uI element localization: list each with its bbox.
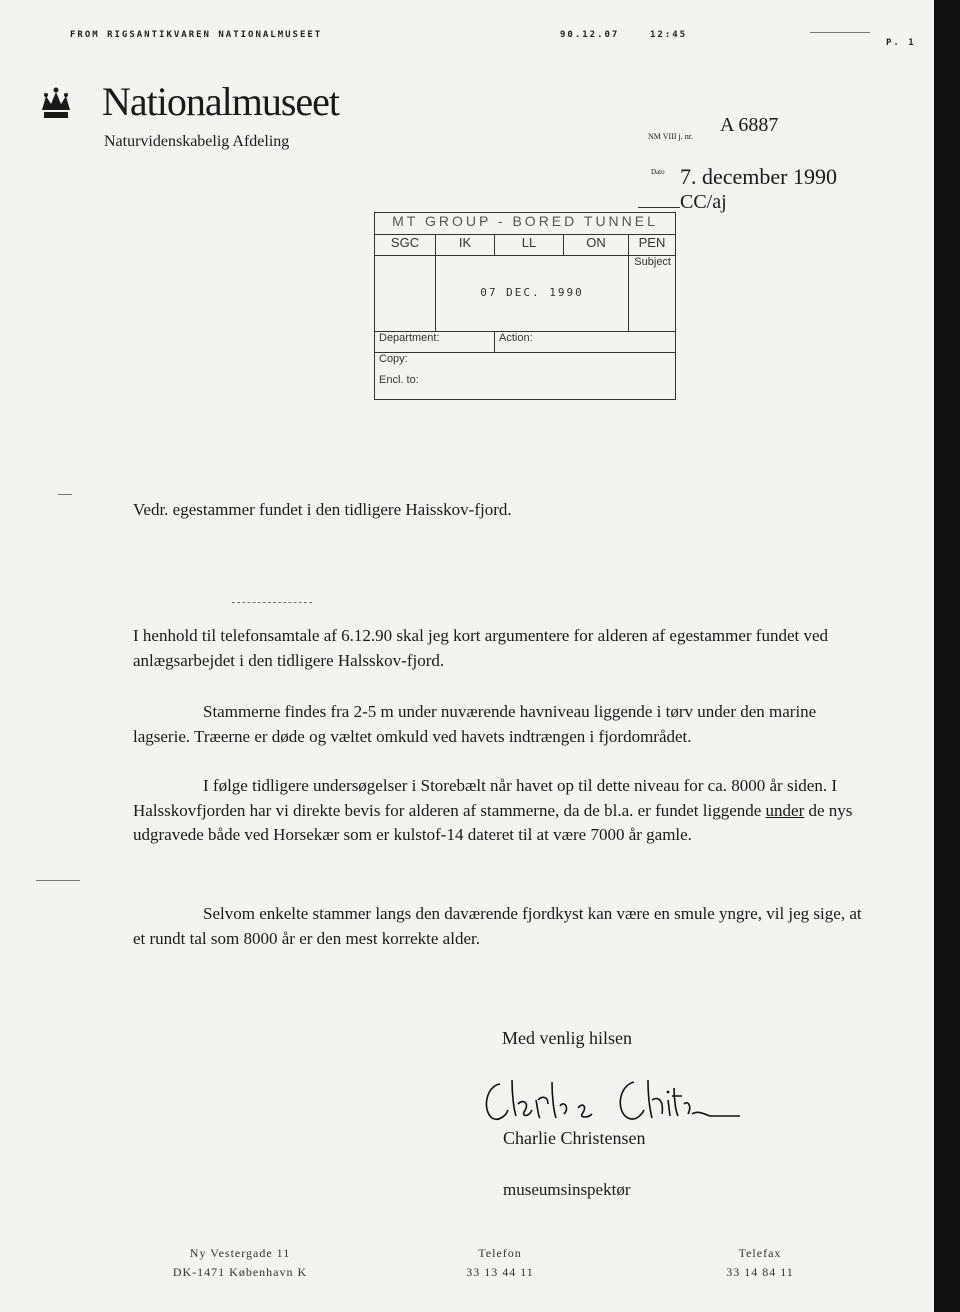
margin-mark <box>36 880 80 881</box>
crown-icon <box>36 86 76 122</box>
fax-sender: FROM RIGSANTIKVAREN NATIONALMUSEET <box>70 30 323 40</box>
fax-date: 90.12.07 <box>560 30 620 40</box>
stamp-title: MT GROUP - BORED TUNNEL <box>375 213 676 235</box>
stamp-copy-label: Copy: <box>375 353 676 374</box>
initials-rule <box>638 207 680 208</box>
body-paragraph-2: Stammerne findes fra 2-5 m under nuværende havniveau liggende i tørv under den marine lagserie. Træerne er døde og væltet omkuld ved havets indtrængen i fjordområdet. <box>133 702 817 746</box>
footer-fax-number: 33 14 84 11 <box>726 1265 794 1279</box>
journal-number: A 6887 <box>720 114 779 136</box>
margin-mark <box>58 494 72 495</box>
date-label: Dato <box>651 168 665 176</box>
received-stamp <box>374 212 676 400</box>
body-paragraph-3 <box>133 774 863 848</box>
stamp-col-sgc: SGC <box>375 235 436 255</box>
stamp-col-on: ON <box>564 235 629 255</box>
initials: CC/aj <box>680 191 727 213</box>
footer-fax-label: Telefax <box>738 1246 782 1260</box>
stamp-action-label: Action: <box>495 332 676 353</box>
fax-page: P. 1 <box>886 38 916 48</box>
stamp-received-date: 07 DEC. 1990 <box>436 255 629 332</box>
footer-fax <box>700 1246 820 1280</box>
footer-phone-number: 33 13 44 11 <box>466 1265 534 1279</box>
letter-date: 7. december 1990 <box>680 164 837 189</box>
scan-edge <box>934 0 960 1312</box>
footer-address <box>150 1246 330 1280</box>
stamp-col-ll: LL <box>495 235 564 255</box>
stamp-department-label: Department: <box>375 332 495 353</box>
paragraph-3-start: I følge tidligere undersøgelser i Storebælt når havet op til dette niveau for ca. 8000 år siden. I Halsskovfjorden har vi direkte bevis for alderen af stammerne, da de bl.a. er fundet liggende <box>133 776 837 820</box>
footer-phone <box>440 1246 560 1280</box>
emphasis-under: under <box>765 800 805 820</box>
footer-street: Ny Vestergade 11 <box>189 1246 291 1260</box>
journal-prefix: NM VIII j. nr. <box>648 132 693 141</box>
handwritten-signature <box>478 1070 748 1130</box>
signer-name: Charlie Christensen <box>503 1128 646 1148</box>
footer-city: DK-1471 København K <box>172 1265 308 1279</box>
institution-name: Nationalmuseet <box>102 79 340 124</box>
paragraph-3-end: de nys udgravede både ved Horsekær som er kulstof-14 dateret til at være 7000 år gamle. <box>133 800 853 845</box>
scan-artifact <box>810 32 870 33</box>
stamp-col-pen: PEN <box>629 235 676 255</box>
department-name: Naturvidenskabelig Afdeling <box>104 133 290 150</box>
stamp-col-ik: IK <box>436 235 495 255</box>
body-paragraph-1: I henhold til telefonsamtale af 6.12.90 skal jeg kort argumentere for alderen af egestammer fundet ved anlægsarbejdet i den tidligere Halsskov-fjord. <box>133 626 829 670</box>
signer-title: museumsinspektør <box>503 1180 631 1199</box>
subject-line: Vedr. egestammer fundet i den tidligere Haisskov-fjord. <box>133 500 512 519</box>
stamp-encl-label: Encl. to: <box>375 374 676 400</box>
stamp-subject-label: Subject <box>629 255 676 332</box>
fax-time: 12:45 <box>650 30 688 40</box>
body-paragraph-4: Selvom enkelte stammer langs den daværende fjordkyst kan være en smule yngre, vil jeg sige, at et rundt tal som 8000 år er den mest korrekte alder. <box>133 904 862 948</box>
closing-greeting: Med venlig hilsen <box>502 1028 632 1048</box>
scan-artifact <box>232 602 312 603</box>
footer-phone-label: Telefon <box>478 1246 522 1260</box>
